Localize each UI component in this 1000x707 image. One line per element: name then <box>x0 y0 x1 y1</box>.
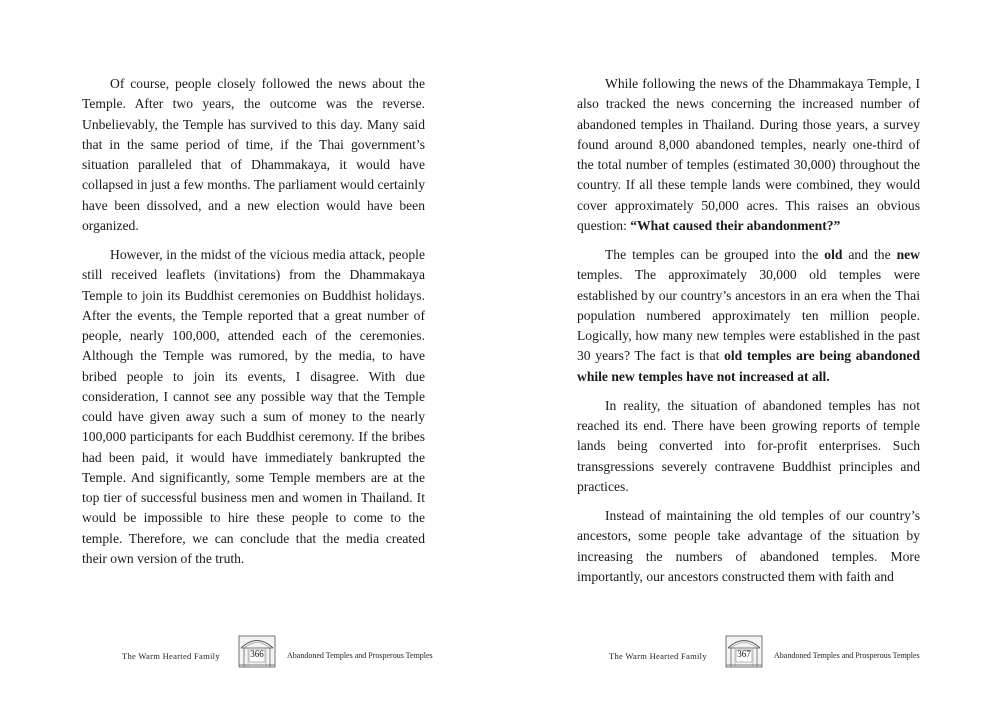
body-paragraph: Of course, people closely followed the news about the Temple. After two years, the outcome was the reverse. Unbelievably, the Temple has survived to this day. Many said that in the same period of time, if the Thai government’s situation paralleled that of Dhammakaya, it would have collapsed in just a few months. The parliament would certainly have been dissolved, and a new election would have been organized. <box>82 76 425 233</box>
right-page-footer <box>597 634 957 668</box>
running-title-book: The Warm Hearted Family <box>609 651 707 661</box>
running-title-chapter: Abandoned Temples and Prosperous Temples <box>287 651 433 660</box>
left-page-footer <box>110 634 470 668</box>
bold-emphasis: “What caused their abandonment?” <box>630 217 841 233</box>
left-page-body <box>82 74 425 578</box>
bold-emphasis: old temples are being abandoned while new temples have not increased at all. <box>577 348 920 384</box>
page-number: 367 <box>737 649 751 659</box>
body-paragraph: Instead of maintaining the old temples of our country’s ancestors, some people take advantage of the situation by increasing the numbers of abandoned temples. More importantly, our ancestors constructed them with faith and <box>577 508 920 584</box>
right-page-body <box>577 74 920 596</box>
body-paragraph: However, in the midst of the vicious media attack, people still received leaflets (invitations) from the Dhammakaya Temple to join its Buddhist ceremonies on Buddhist holidays. After the events, the Temple reported that a great number of people, nearly 100,000, attended each of the ceremonies. Although the Temple was rumored, by the media, to have bribed people to join its events, I disagree. With due consideration, I cannot see any possible way that the Temple could have given away such a sum of money to the nearly 100,000 participants for each Buddhist ceremony. If the bribes had been paid, it would have immediately bankrupted the Temple. And significantly, some Temple members are at the top tier of successful business men and women in Thailand. It would be impossible to hire these people to come to the temple. Therefore, we can conclude that the media created their own version of the truth. <box>82 247 425 566</box>
running-title-book: The Warm Hearted Family <box>122 651 220 661</box>
page-number: 366 <box>250 649 264 659</box>
bold-emphasis: new <box>896 247 920 262</box>
bold-emphasis: old <box>824 247 843 262</box>
body-paragraph: The temples can be grouped into the old and the new temples. The approximately 30,000 old temples were established by our country’s ancestors in an era when the Thai population numbered approximately ten million people. Logically, how many new temples were established in the past 30 years? The fact is that old temples are being abandoned while new temples have not increased at all. <box>577 247 920 384</box>
running-title-chapter: Abandoned Temples and Prosperous Temples <box>774 651 920 660</box>
body-paragraph: In reality, the situation of abandoned temples has not reached its end. There have been growing reports of temple lands being converted into for-profit enterprises. Such transgressions severely contravene Buddhist principles and practices. <box>577 397 920 494</box>
body-paragraph: While following the news of the Dhammakaya Temple, I also tracked the news concerning the increased number of abandoned temples in Thailand. During those years, a survey found around 8,000 abandoned temples, nearly one-third of the total number of temples (estimated 30,000) throughout the country. If all these temple lands were combined, they would cover approximately 50,000 acres. This raises an obvious question: “What caused their abandonment?” <box>577 76 920 233</box>
